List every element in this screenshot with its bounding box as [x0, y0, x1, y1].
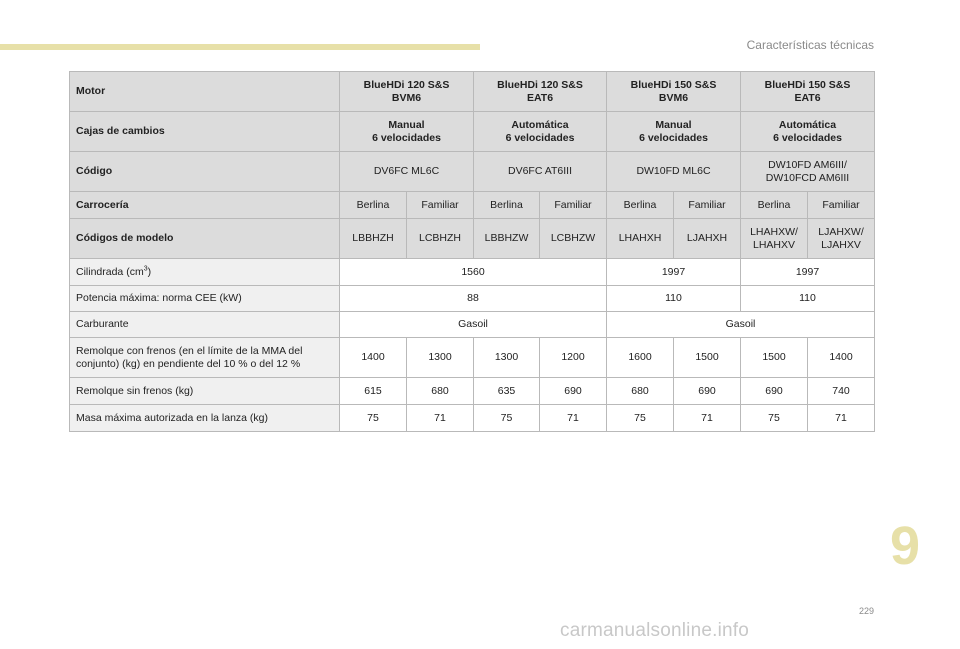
unbraked-trailer-cell: 680: [607, 378, 674, 405]
chapter-number: 9: [890, 516, 921, 576]
row-label-displacement: Cilindrada $(cm^3)$: [70, 259, 340, 286]
row-nose-weight: [70, 405, 875, 432]
row-braked-trailer: [70, 338, 875, 378]
row-motor: [70, 72, 875, 112]
row-label-power: Potencia máxima: norma CEE (kW): [70, 286, 340, 312]
row-label-body: Carrocería: [70, 192, 340, 219]
row-model-codes: [70, 219, 875, 259]
nose-weight-cell: 75: [607, 405, 674, 432]
row-body: [70, 192, 875, 219]
body-cell: Familiar: [674, 192, 741, 219]
motor-cell: BlueHDi 150 S&S EAT6: [741, 72, 875, 112]
specifications-table: [69, 71, 875, 432]
row-code: [70, 152, 875, 192]
model-code-cell: LHAHXW/ LHAHXV: [741, 219, 808, 259]
braked-trailer-cell: 1500: [741, 338, 808, 378]
body-cell: Berlina: [607, 192, 674, 219]
nose-weight-cell: 75: [474, 405, 540, 432]
row-unbraked-trailer: [70, 378, 875, 405]
model-code-cell: LBBHZH: [340, 219, 407, 259]
power-cell: 88: [340, 286, 607, 312]
row-label-unbraked-trailer: Remolque sin frenos (kg): [70, 378, 340, 405]
displacement-cell: 1997: [607, 259, 741, 286]
body-cell: Familiar: [808, 192, 875, 219]
row-displacement: [70, 259, 875, 286]
row-power: [70, 286, 875, 312]
body-cell: Familiar: [540, 192, 607, 219]
row-label-model-codes: Códigos de modelo: [70, 219, 340, 259]
body-cell: Berlina: [340, 192, 407, 219]
braked-trailer-cell: 1400: [808, 338, 875, 378]
body-cell: Berlina: [741, 192, 808, 219]
displacement-cell: 1997: [741, 259, 875, 286]
nose-weight-cell: 71: [540, 405, 607, 432]
row-label-nose-weight: Masa máxima autorizada en la lanza (kg): [70, 405, 340, 432]
braked-trailer-cell: 1200: [540, 338, 607, 378]
nose-weight-cell: 71: [808, 405, 875, 432]
unbraked-trailer-cell: 690: [540, 378, 607, 405]
unbraked-trailer-cell: 615: [340, 378, 407, 405]
nose-weight-cell: 71: [674, 405, 741, 432]
body-cell: Berlina: [474, 192, 540, 219]
model-code-cell: LHAHXH: [607, 219, 674, 259]
unbraked-trailer-cell: 635: [474, 378, 540, 405]
row-fuel: [70, 312, 875, 338]
unbraked-trailer-cell: 680: [407, 378, 474, 405]
braked-trailer-cell: 1300: [474, 338, 540, 378]
motor-cell: BlueHDi 120 S&S BVM6: [340, 72, 474, 112]
top-accent-rule: [0, 44, 480, 50]
model-code-cell: LJAHXW/ LJAHXV: [808, 219, 875, 259]
gearbox-cell: Manual 6 velocidades: [607, 112, 741, 152]
gearbox-cell: Manual 6 velocidades: [340, 112, 474, 152]
row-label-braked-trailer: Remolque con frenos (en el límite de la MMA del conjunto) (kg) en pendiente del 10 % o del 12 %: [70, 338, 340, 378]
displacement-cell: 1560: [340, 259, 607, 286]
gearbox-cell: Automática 6 velocidades: [474, 112, 607, 152]
section-title: Características técnicas: [746, 38, 874, 52]
model-code-cell: LJAHXH: [674, 219, 741, 259]
row-label-code: Código: [70, 152, 340, 192]
body-cell: Familiar: [407, 192, 474, 219]
nose-weight-cell: 75: [741, 405, 808, 432]
row-gearbox: [70, 112, 875, 152]
page-number: 229: [858, 606, 874, 616]
watermark: carmanualsonline.info: [560, 620, 750, 641]
fuel-cell: Gasoil: [607, 312, 875, 338]
gearbox-cell: Automática 6 velocidades: [741, 112, 875, 152]
code-cell: DV6FC AT6III: [474, 152, 607, 192]
row-label-fuel: Carburante: [70, 312, 340, 338]
fuel-cell: Gasoil: [340, 312, 607, 338]
braked-trailer-cell: 1400: [340, 338, 407, 378]
unbraked-trailer-cell: 740: [808, 378, 875, 405]
motor-cell: BlueHDi 120 S&S EAT6: [474, 72, 607, 112]
motor-cell: BlueHDi 150 S&S BVM6: [607, 72, 741, 112]
unbraked-trailer-cell: 690: [741, 378, 808, 405]
row-label-gearbox: Cajas de cambios: [70, 112, 340, 152]
unbraked-trailer-cell: 690: [674, 378, 741, 405]
model-code-cell: LBBHZW: [474, 219, 540, 259]
code-cell: DV6FC ML6C: [340, 152, 474, 192]
nose-weight-cell: 71: [407, 405, 474, 432]
braked-trailer-cell: 1600: [607, 338, 674, 378]
power-cell: 110: [607, 286, 741, 312]
row-label-motor: Motor: [70, 72, 340, 112]
code-cell: DW10FD AM6III/ DW10FCD AM6III: [741, 152, 875, 192]
power-cell: 110: [741, 286, 875, 312]
model-code-cell: LCBHZH: [407, 219, 474, 259]
model-code-cell: LCBHZW: [540, 219, 607, 259]
code-cell: DW10FD ML6C: [607, 152, 741, 192]
braked-trailer-cell: 1300: [407, 338, 474, 378]
braked-trailer-cell: 1500: [674, 338, 741, 378]
nose-weight-cell: 75: [340, 405, 407, 432]
